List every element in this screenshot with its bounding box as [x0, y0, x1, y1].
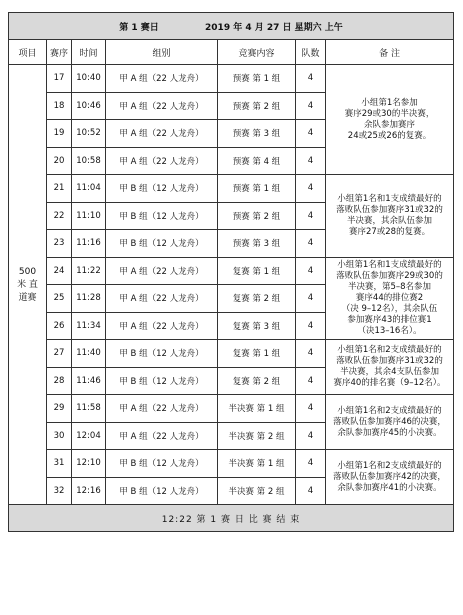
group-cell: 甲 A 组（22 人龙舟） [106, 92, 218, 120]
content-cell: 半决赛 第 1 组 [218, 450, 296, 478]
seq-cell: 30 [47, 422, 72, 450]
content-cell: 预赛 第 1 组 [218, 65, 296, 93]
notes-cell [326, 175, 454, 258]
time-cell: 11:10 [72, 202, 106, 230]
note-line: 落败队伍参加赛序31或32的 [336, 204, 443, 215]
time-cell: 11:28 [72, 285, 106, 313]
seq-cell: 32 [47, 477, 72, 505]
seq-cell: 29 [47, 395, 72, 423]
note-line: （决 9–12名），其余队伍 [341, 303, 438, 314]
teams-cell: 4 [296, 422, 326, 450]
content-cell: 复赛 第 3 组 [218, 312, 296, 340]
col-seq: 赛序 [47, 40, 72, 65]
teams-cell: 4 [296, 92, 326, 120]
notes-cell [326, 450, 454, 505]
content-cell: 预赛 第 2 组 [218, 202, 296, 230]
teams-cell: 4 [296, 312, 326, 340]
teams-cell: 4 [296, 230, 326, 258]
note-line: 落败队伍参加赛序42的决赛， [333, 471, 446, 482]
teams-cell: 4 [296, 147, 326, 175]
schedule-sheet [8, 12, 453, 532]
content-cell: 预赛 第 4 组 [218, 147, 296, 175]
content-cell: 复赛 第 1 组 [218, 257, 296, 285]
note-line: 小组第1名和1支成绩最好的 [337, 193, 442, 204]
col-teams: 队数 [296, 40, 326, 65]
note-line: 赛序40的排名赛（9–12名）。 [333, 378, 446, 388]
content-cell: 预赛 第 3 组 [218, 230, 296, 258]
note-line: 半决赛，第5–8名参加 [347, 281, 432, 292]
note-line: （决13–16名）。 [357, 325, 422, 336]
race-row [9, 65, 454, 93]
note-line: 小组第1名和2支成绩最好的 [337, 460, 442, 471]
note-line: 半决赛，其余4支队伍参加 [340, 367, 439, 377]
seq-cell: 26 [47, 312, 72, 340]
event-cell: 500 米 直道赛 [9, 65, 47, 505]
content-cell: 复赛 第 2 组 [218, 367, 296, 395]
note-line: 赛序27或28的复赛。 [348, 226, 431, 237]
seq-cell: 31 [47, 450, 72, 478]
teams-cell: 4 [296, 120, 326, 148]
content-cell: 预赛 第 1 组 [218, 175, 296, 203]
time-cell: 11:46 [72, 367, 106, 395]
notes-cell [326, 65, 454, 175]
note-line: 余队参加赛序 [364, 119, 416, 130]
time-cell: 10:52 [72, 120, 106, 148]
note-line: 小组第1名和2支成绩最好的 [337, 345, 442, 355]
note-line: 小组第1名和1支成绩最好的 [337, 259, 442, 270]
teams-cell: 4 [296, 202, 326, 230]
note-line: 赛序44的排位赛2 [355, 292, 424, 303]
day-title: 第 1 赛日 [119, 22, 159, 33]
seq-cell: 22 [47, 202, 72, 230]
race-row [9, 450, 454, 478]
seq-cell: 18 [47, 92, 72, 120]
content-cell: 预赛 第 2 组 [218, 92, 296, 120]
col-group: 组别 [106, 40, 218, 65]
group-cell: 甲 A 组（22 人龙舟） [106, 120, 218, 148]
time-cell: 11:04 [72, 175, 106, 203]
date-label: 2019 年 4 月 27 日 星期六 上午 [205, 22, 343, 33]
group-cell: 甲 B 组（12 人龙舟） [106, 230, 218, 258]
schedule-header [9, 13, 454, 40]
seq-cell: 20 [47, 147, 72, 175]
note-line: 赛序29或30的半决赛， [344, 108, 435, 119]
group-cell: 甲 B 组（12 人龙舟） [106, 367, 218, 395]
teams-cell: 4 [296, 340, 326, 368]
footer-text: 12:22 第 1 赛 日 比 赛 结 束 [9, 505, 454, 532]
schedule-table [8, 12, 454, 532]
race-row [9, 175, 454, 203]
col-notes: 备 注 [326, 40, 454, 65]
content-cell: 半决赛 第 2 组 [218, 422, 296, 450]
time-cell: 12:10 [72, 450, 106, 478]
seq-cell: 23 [47, 230, 72, 258]
group-cell: 甲 A 组（22 人龙舟） [106, 395, 218, 423]
note-line: 余队参加赛序41的小决赛。 [337, 482, 442, 493]
content-cell: 复赛 第 2 组 [218, 285, 296, 313]
time-cell: 11:40 [72, 340, 106, 368]
group-cell: 甲 A 组（22 人龙舟） [106, 257, 218, 285]
note-line: 24或25或26的复赛。 [347, 130, 432, 141]
group-cell: 甲 A 组（22 人龙舟） [106, 285, 218, 313]
note-line: 落败队伍参加赛序31或32的 [336, 356, 443, 366]
teams-cell: 4 [296, 175, 326, 203]
time-cell: 12:04 [72, 422, 106, 450]
header-cell [9, 13, 454, 40]
time-cell: 12:16 [72, 477, 106, 505]
race-row [9, 257, 454, 285]
group-cell: 甲 A 组（22 人龙舟） [106, 312, 218, 340]
content-cell: 预赛 第 3 组 [218, 120, 296, 148]
note-line: 落败队伍参加赛序29或30的 [336, 270, 443, 281]
note-line: 小组第1名和2支成绩最好的 [337, 405, 442, 416]
teams-cell: 4 [296, 257, 326, 285]
notes-cell [326, 257, 454, 340]
group-cell: 甲 A 组（22 人龙舟） [106, 65, 218, 93]
notes-cell [326, 340, 454, 395]
time-cell: 10:46 [72, 92, 106, 120]
seq-cell: 25 [47, 285, 72, 313]
seq-cell: 21 [47, 175, 72, 203]
group-cell: 甲 B 组（12 人龙舟） [106, 175, 218, 203]
seq-cell: 17 [47, 65, 72, 93]
notes-cell [326, 395, 454, 450]
teams-cell: 4 [296, 285, 326, 313]
time-cell: 10:58 [72, 147, 106, 175]
seq-cell: 24 [47, 257, 72, 285]
teams-cell: 4 [296, 367, 326, 395]
time-cell: 10:40 [72, 65, 106, 93]
column-headers [9, 40, 454, 65]
col-time: 时间 [72, 40, 106, 65]
group-cell: 甲 B 组（12 人龙舟） [106, 202, 218, 230]
teams-cell: 4 [296, 395, 326, 423]
group-cell: 甲 A 组（22 人龙舟） [106, 422, 218, 450]
time-cell: 11:22 [72, 257, 106, 285]
race-row [9, 395, 454, 423]
time-cell: 11:58 [72, 395, 106, 423]
note-line: 小组第1名参加 [361, 97, 418, 108]
seq-cell: 27 [47, 340, 72, 368]
group-cell: 甲 B 组（12 人龙舟） [106, 450, 218, 478]
note-line: 余队参加赛序45的小决赛。 [337, 427, 442, 438]
seq-cell: 19 [47, 120, 72, 148]
teams-cell: 4 [296, 65, 326, 93]
content-cell: 复赛 第 1 组 [218, 340, 296, 368]
seq-cell: 28 [47, 367, 72, 395]
teams-cell: 4 [296, 450, 326, 478]
col-content: 竞赛内容 [218, 40, 296, 65]
schedule-footer [9, 505, 454, 532]
time-cell: 11:16 [72, 230, 106, 258]
note-line: 落败队伍参加赛序46的决赛， [333, 416, 446, 427]
group-cell: 甲 A 组（22 人龙舟） [106, 147, 218, 175]
teams-cell: 4 [296, 477, 326, 505]
content-cell: 半决赛 第 1 组 [218, 395, 296, 423]
col-event: 项目 [9, 40, 47, 65]
time-cell: 11:34 [72, 312, 106, 340]
content-cell: 半决赛 第 2 组 [218, 477, 296, 505]
note-line: 参加赛序43的排位赛1 [347, 314, 432, 325]
race-row [9, 340, 454, 368]
group-cell: 甲 B 组（12 人龙舟） [106, 477, 218, 505]
group-cell: 甲 B 组（12 人龙舟） [106, 340, 218, 368]
note-line: 半决赛，其余队伍参加 [347, 215, 433, 226]
